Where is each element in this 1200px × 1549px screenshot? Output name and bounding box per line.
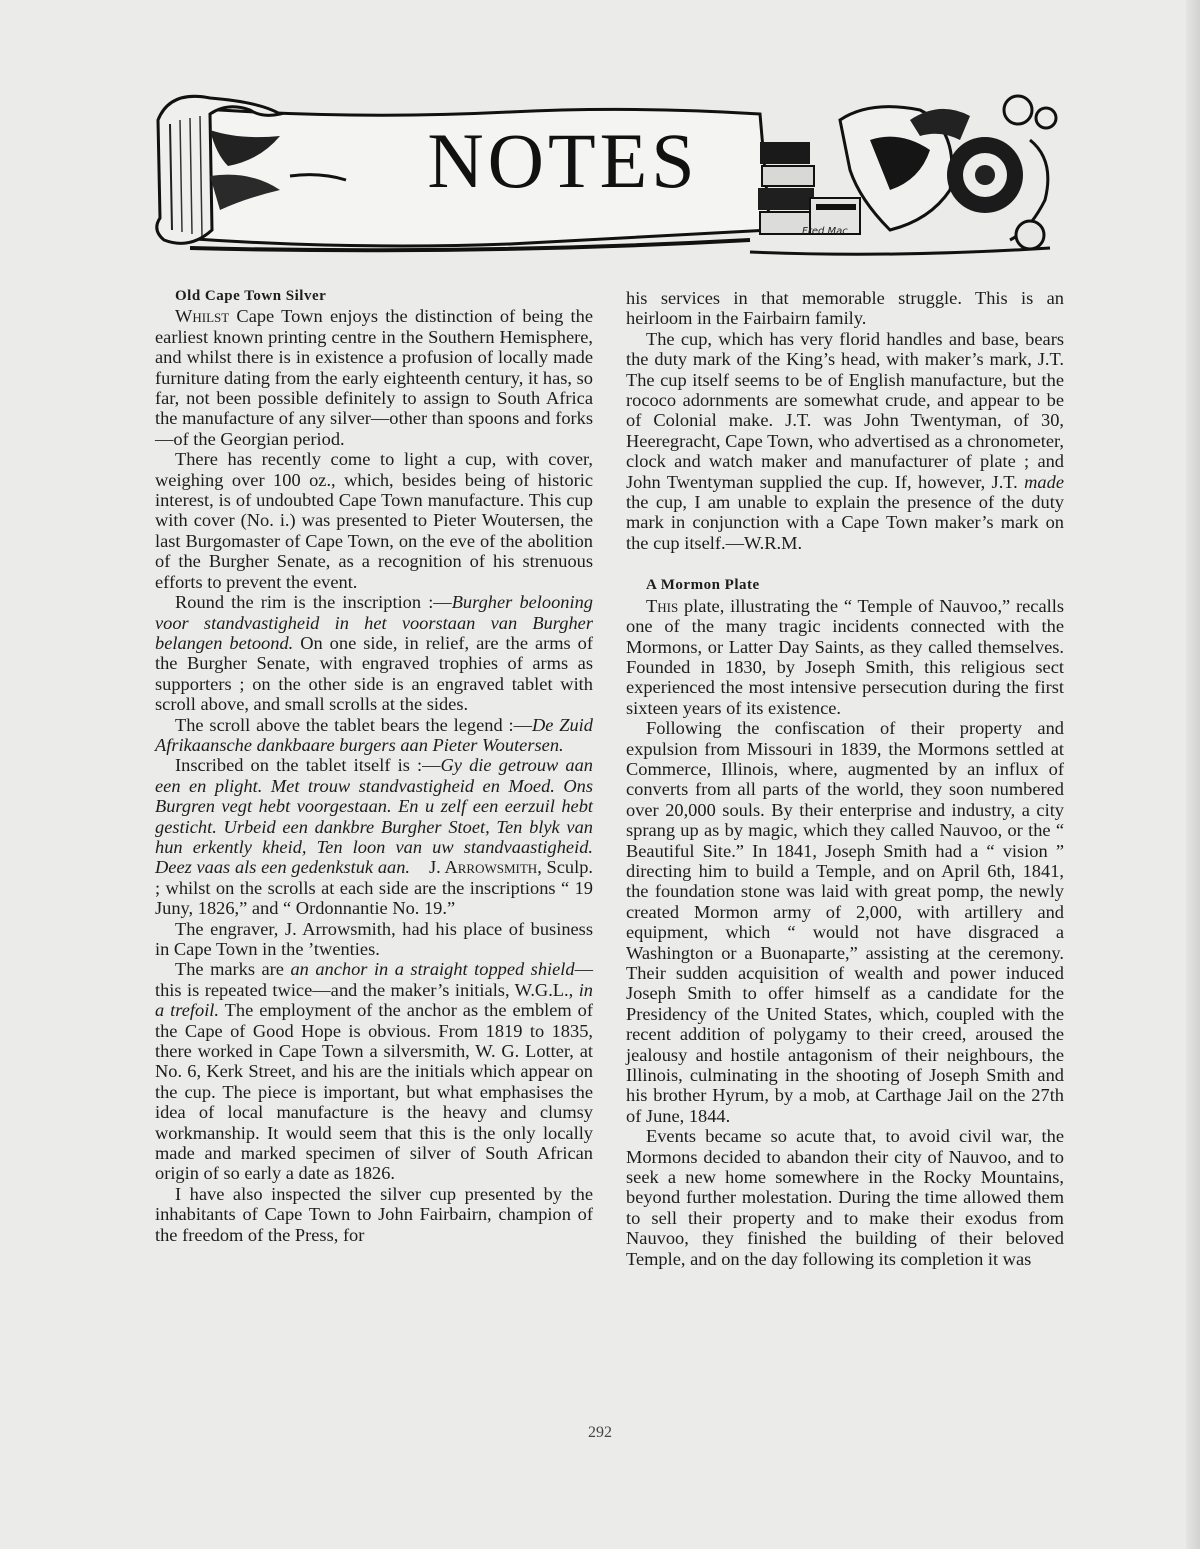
notes-banner <box>150 80 1060 270</box>
paragraph <box>155 306 593 449</box>
tablet-inscription-text: Gy die getrouw aan een en plight. Met trouw standvastigheid en Moed. Ons Burgren vegt hebt voorgestaan. En u zelf een eerzuil hebt gesticht. Urbeid een dankbre Burgher Stoet, Ten blyk van hun erkently kheid, Ten loon van uw standvaastigheid. Deez vaas als een gedenkstuk aan. <box>155 755 594 878</box>
paragraph-text: , Sculp. ; whilst on the scrolls at each side are the inscriptions “ 19 Juny, 1826,” and “ Ordonnantie No. 19.” <box>155 857 594 919</box>
paragraph-text: Inscribed on the tablet itself is :— <box>175 755 441 776</box>
italic-text: an anchor in a straight topped shield <box>290 959 575 980</box>
paragraph <box>626 596 1064 718</box>
paragraph-text: On one side, in relief, are the arms of the Burgher Senate, with engraved trophies of arms as supporters ; on the other side is an engraved tablet with scroll above, and small scrolls at the sides. <box>155 632 594 715</box>
legend-text: De Zuid Afrikaansche dankbaare burgers aan Pieter Woutersen. <box>155 714 593 755</box>
italic-text: in a trefoil. <box>155 979 593 1021</box>
artist-signature: Fred Mac <box>802 226 848 237</box>
paragraph-text: The cup, which has very florid handles and base, bears the duty mark of the King’s head, with maker’s mark, J.T. The cup itself seems to be of English manufacture, but the rococo adornments are somewhat crude, and appear to be of Colonial make. J.T. was John Twentyman, of 30, Heeregracht, Cape Town, who advertised as a chronometer, clock and watch maker and manufacturer of plate ; and John Twentyman supplied the cup. If, however, J.T. <box>626 328 1064 492</box>
paragraph: Events became so acute that, to avoid civil war, the Mormons decided to abandon their city of Nauvoo, and to seek a new home somewhere in the Rocky Mountains, beyond further molestation. During the time allowed them to sell their property and to make their exodus from Nauvoo, they finished the building of their beloved Temple, and on the day following its completion it was <box>626 1126 1064 1269</box>
paragraph-continuation: his services in that memorable struggle. This is an heirloom in the Fairbairn family. <box>626 288 1064 329</box>
right-column <box>626 288 1064 1269</box>
paragraph-text: Round the rim is the inscription :— <box>175 592 452 613</box>
section-heading-old-cape-town-silver: Old Cape Town Silver <box>175 288 327 304</box>
paragraph-text: Cape Town enjoys the distinction of being the earliest known printing centre in the Southern Hemisphere, and whilst there is in existence a profusion of locally made furniture dating from the early eighteenth century, it has, so far, not been possible definitely to assign to South Africa the manufacture of any silver—other than spoons and forks—of the Georgian period. <box>155 306 593 449</box>
paragraph-text: the cup, I am unable to explain the presence of the duty mark in conjunction with a Cape Town maker’s mark on the cup itself.—W.R.M. <box>626 492 1064 553</box>
paragraph: I have also inspected the silver cup presented by the inhabitants of Cape Town to John Fairbairn, champion of the freedom of the Press, for <box>155 1183 593 1245</box>
paragraph-text: plate, illustrating the “ Temple of Nauvoo,” recalls one of the many tragic incidents connected with the Mormons, or Latter Day Saints, as they called themselves. Founded in 1830, by Joseph Smith, this religious sect experienced the most intensive persecution during the first sixteen years of its existence. <box>626 595 1064 718</box>
lead-word: Whilst <box>175 306 230 327</box>
paragraph <box>155 715 593 756</box>
banner-title: NOTES <box>427 117 699 204</box>
paragraph <box>155 755 593 918</box>
paragraph: The engraver, J. Arrowsmith, had his place of business in Cape Town in the ’twenties. <box>155 918 593 959</box>
left-column <box>155 286 593 1245</box>
paragraph-text: —this is repeated twice—and the maker’s initials, W.G.L., <box>155 959 594 1000</box>
section-heading-mormon-plate: A Mormon Plate <box>646 577 760 594</box>
page-number: 292 <box>588 1424 612 1441</box>
paragraph-text: The employment of the anchor as the emblem of the Cape of Good Hope is obvious. From 1819 to 1835, there worked in Cape Town a silversmith, W. G. Lotter, at No. 6, Kerk Street, and his are the initials which appear on the cup. The piece is important, but what emphasises the idea of local manufacture is the heavy and clumsy workmanship. It would seem that this is the only locally made and marked specimen of silver of South African origin of so early a date as 1826. <box>155 1000 593 1184</box>
italic-text: made <box>1024 471 1064 492</box>
paragraph-text: The scroll above the tablet bears the legend :— <box>175 714 532 735</box>
lead-word: This <box>646 595 679 616</box>
engraver-name: J. Arrowsmith <box>428 857 538 878</box>
paragraph <box>626 329 1064 553</box>
paragraph: There has recently come to light a cup, with cover, weighing over 100 oz., which, besides being of historic interest, is of undoubted Cape Town manufacture. This cup with cover (No. i.) was presented to Pieter Woutersen, the last Burgomaster of Cape Town, on the eve of the abolition of the Burgher Senate, as a recognition of his strenuous efforts to prevent the event. <box>155 449 593 592</box>
paragraph: Following the confiscation of their property and expulsion from Missouri in 1839, the Mormons settled at Commerce, Illinois, where, augmented by an influx of converts from all parts of the world, they soon numbered over 20,000 souls. By their enterprise and industry, a city sprang up as by magic, which they called Nauvoo, or the “ Beautiful Site.” In 1841, Joseph Smith had a “ vision ” directing him to build a Temple, and on April 6th, 1841, the foundation stone was laid with great pomp, the newly created Mormon army of 2,000, with artillery and equipment, which “ would not have disgraced a Washington or a Buonaparte,” assisting at the ceremony. Their sudden acquisition of wealth and power induced Joseph Smith to offer himself as a candidate for the Presidency of the United States, which, coupled with the recent addition of polygamy to their creed, aroused the jealousy and hostile antagonism of their neighbours, the Illinois, culminating in the shooting of Joseph Smith and his brother Hyrum, by a mob, at Carthage Jail on the 27th of June, 1844. <box>626 718 1064 1126</box>
paragraph <box>155 959 593 1183</box>
paragraph <box>155 592 593 714</box>
paragraph-text: The marks are <box>175 959 291 980</box>
inscription-text: Burgher belooning voor standvastigheid in het voorstaan van Burgher belangen betoond. <box>155 592 593 653</box>
page-edge-shadow <box>1186 0 1200 1549</box>
